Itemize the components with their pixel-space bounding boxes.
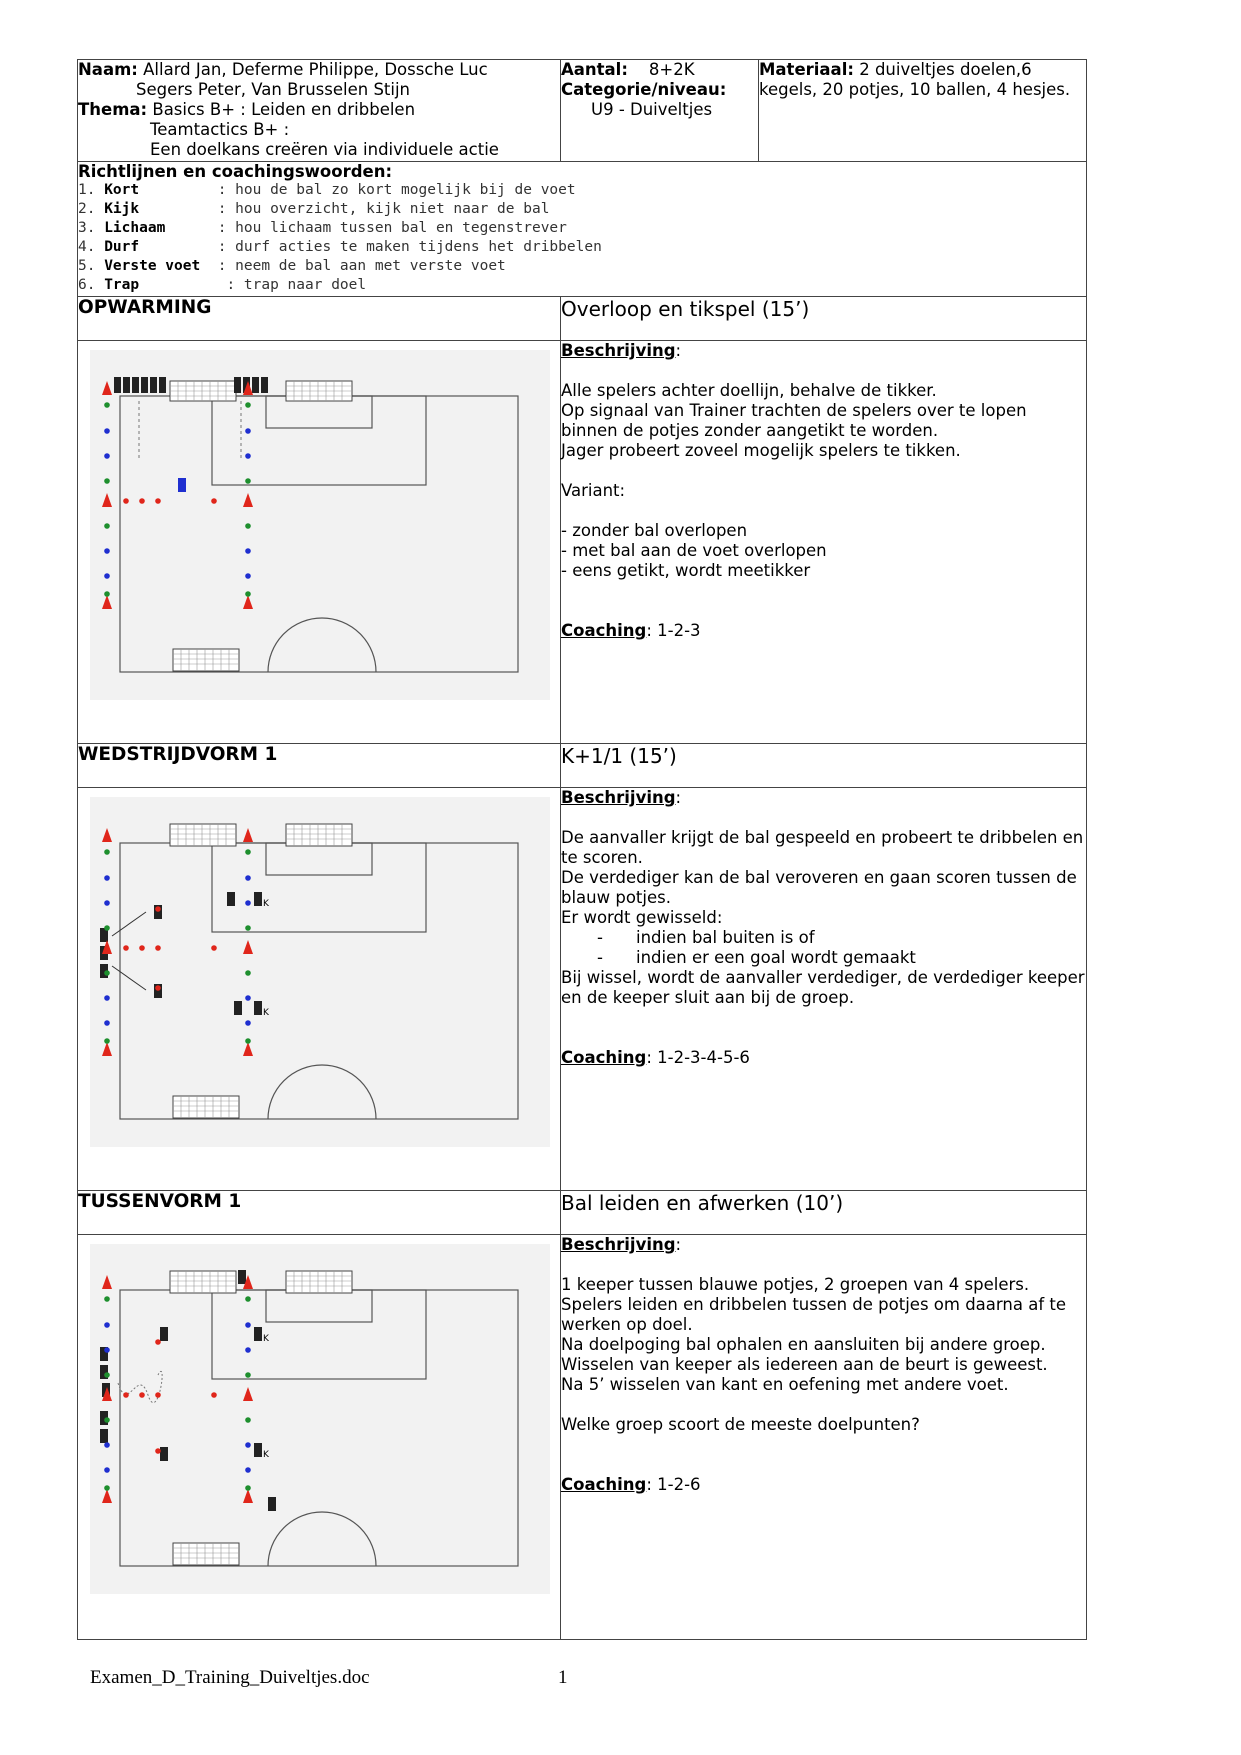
pot-marker <box>104 428 110 434</box>
bullet-item: indien er een goal wordt gemaakt <box>636 948 916 967</box>
guideline-item <box>78 276 1086 295</box>
pot-marker <box>104 1020 110 1026</box>
pot-marker <box>104 1347 110 1353</box>
diagram-cell <box>78 1235 561 1640</box>
pot-marker <box>245 453 251 459</box>
description-cell: Beschrijving: De aanvaller krijgt de bal gespeeld en probeert te dribbelen en te scoren. De verdediger kan de bal veroveren en gaan scoren tussen de blauw potjes. Er wordt gewisseld: - indien bal buiten is of - indien er een goal wordt gemaakt Bij wissel, wordt de aanvaller verdediger, de verdediger keeper en de keeper sluit aan bij de groep. Coaching: 1-2-3-4-5-6 <box>561 788 1087 1191</box>
pot-marker <box>245 1442 251 1448</box>
pot-marker <box>139 945 145 951</box>
pot-marker <box>123 945 129 951</box>
variant-item: - met bal aan de voet overlopen <box>561 541 827 560</box>
pot-marker <box>104 875 110 881</box>
goal-bottom <box>173 1096 239 1118</box>
section-title: WEDSTRIJDVORM 1 <box>78 744 561 788</box>
desc-line: Bij wissel, wordt de aanvaller verdediger, de verdediger keeper en de keeper sluit aan bij de groep. <box>561 968 1085 1007</box>
goal-top-right <box>286 381 352 401</box>
variant-item: - zonder bal overlopen <box>561 521 748 540</box>
diagram-cell <box>78 341 561 744</box>
guidelines-title: Richtlijnen en coachingswoorden: <box>78 162 393 181</box>
pot-marker <box>245 573 251 579</box>
guidelines-row <box>78 162 1087 297</box>
goal-top-left <box>170 824 236 846</box>
pot-marker <box>155 1339 161 1345</box>
field-background <box>90 797 550 1147</box>
thema-line1: Basics B+ : Leiden en dribbelen <box>152 100 416 119</box>
aantal-value: 8+2K <box>648 60 695 79</box>
pot-marker <box>211 945 217 951</box>
desc-line: Na 5’ wisselen van kant en oefening met andere voet. <box>561 1375 1009 1394</box>
pot-marker <box>104 453 110 459</box>
naam-line2: Segers Peter, Van Brusselen Stijn <box>136 80 411 99</box>
desc-line: 1 keeper tussen blauwe potjes, 2 groepen van 4 spelers. <box>561 1275 1030 1294</box>
pot-marker <box>104 573 110 579</box>
pitch-diagram-tussenvorm <box>78 1235 560 1639</box>
guidelines-cell <box>78 162 1087 297</box>
section-wedstrijdvorm-title-row <box>78 744 1087 788</box>
desc-line: Na doelpoging bal ophalen en aansluiten bij andere groep. <box>561 1335 1046 1354</box>
goal-bottom <box>173 649 239 671</box>
guideline-text: : hou lichaam tussen bal en tegenstrever <box>217 220 567 236</box>
guideline-key: Durf <box>104 239 209 255</box>
header-row <box>78 60 1087 162</box>
goal-bottom <box>173 1543 239 1565</box>
field-background <box>90 1244 550 1594</box>
exercise-title: K+1/1 (15’) <box>561 744 1087 788</box>
training-sheet <box>77 59 1086 1640</box>
section-tussenvorm-title-row <box>78 1191 1087 1235</box>
pot-marker <box>104 1372 110 1378</box>
thema-line3: Een doelkans creëren via individuele actie <box>150 140 499 159</box>
pot-marker <box>245 1372 251 1378</box>
pot-marker <box>245 1485 251 1491</box>
coaching-value: 1-2-3 <box>657 621 701 640</box>
beschrijving-label: Beschrijving <box>561 788 676 807</box>
names-theme-cell <box>78 60 561 162</box>
pot-marker <box>104 402 110 408</box>
desc-line: Jager probeert zoveel mogelijk spelers te tikken. <box>561 441 961 460</box>
pot-marker <box>155 1448 161 1454</box>
section-title: TUSSENVORM 1 <box>78 1191 561 1235</box>
coaching-label: Coaching <box>561 1475 647 1494</box>
categorie-label: Categorie/niveau: <box>561 80 727 99</box>
materiaal-label: Materiaal: <box>759 60 854 79</box>
guideline-text: : neem de bal aan met verste voet <box>217 258 506 274</box>
pot-marker <box>104 925 110 931</box>
desc-line: Wisselen van keeper als iedereen aan de beurt is geweest. <box>561 1355 1048 1374</box>
pot-marker <box>104 591 110 597</box>
keeper-mark: K <box>263 1450 269 1460</box>
desc-line: Spelers leiden en dribbelen tussen de potjes om daarna af te werken op doel. <box>561 1295 1066 1334</box>
pot-marker <box>104 1417 110 1423</box>
pot-marker <box>139 1392 145 1398</box>
naam-line1: Allard Jan, Deferme Philippe, Dossche Luc <box>143 60 488 79</box>
pot-marker <box>155 945 161 951</box>
coaching-label: Coaching <box>561 1048 647 1067</box>
guideline-text: : hou de bal zo kort mogelijk bij de voet <box>217 182 576 198</box>
guideline-item <box>78 257 1086 276</box>
pot-marker <box>211 1392 217 1398</box>
guideline-key: Trap <box>104 277 218 293</box>
diagram-cell <box>78 788 561 1191</box>
pot-marker <box>104 1038 110 1044</box>
guideline-key: Kort <box>104 182 209 198</box>
pot-marker <box>245 478 251 484</box>
guideline-text: : durf acties te maken tijdens het dribbelen <box>217 239 602 255</box>
coaching-label: Coaching <box>561 621 647 640</box>
guideline-key: Verste voet <box>104 258 209 274</box>
pot-marker <box>104 523 110 529</box>
guideline-key: Kijk <box>104 201 209 217</box>
section-tussenvorm-body-row <box>78 1235 1087 1640</box>
guideline-number: 1. <box>78 182 96 198</box>
pot-marker <box>155 1392 161 1398</box>
guideline-item <box>78 200 1086 219</box>
guidelines-list <box>78 181 1086 295</box>
pot-marker <box>245 428 251 434</box>
coaching-value: 1-2-3-4-5-6 <box>657 1048 750 1067</box>
guideline-number: 4. <box>78 239 96 255</box>
desc-line: De aanvaller krijgt de bal gespeeld en probeert te dribbelen en te scoren. <box>561 828 1084 867</box>
bullet-mark: - <box>597 928 603 947</box>
pot-marker <box>123 498 129 504</box>
pot-marker <box>245 1322 251 1328</box>
pot-marker <box>104 548 110 554</box>
guideline-number: 6. <box>78 277 96 293</box>
variant-item: - eens getikt, wordt meetikker <box>561 561 811 580</box>
pot-marker <box>245 548 251 554</box>
pot-marker <box>245 1417 251 1423</box>
pot-marker <box>155 498 161 504</box>
pot-marker <box>155 985 161 991</box>
goal-top-left <box>170 1271 236 1293</box>
pot-marker <box>245 995 251 1001</box>
pot-marker <box>104 1322 110 1328</box>
keeper-mark: K <box>263 1008 269 1018</box>
section-wedstrijdvorm-body-row <box>78 788 1087 1191</box>
variant-label: Variant: <box>561 481 626 500</box>
pot-marker <box>245 402 251 408</box>
guideline-text: : trap naar doel <box>226 277 367 293</box>
desc-line: Op signaal van Trainer trachten de spelers over te lopen binnen de potjes zonder aangetikt te worden. <box>561 401 1027 440</box>
pot-marker <box>104 1485 110 1491</box>
materiaal-value: 2 duiveltjes doelen,6 kegels, 20 potjes, 10 ballen, 4 hesjes. <box>759 60 1071 99</box>
section-title: OPWARMING <box>78 297 561 341</box>
desc-line: De verdediger kan de bal veroveren en gaan scoren tussen de blauw potjes. <box>561 868 1077 907</box>
material-cell <box>759 60 1087 162</box>
pot-marker <box>104 995 110 1001</box>
training-table <box>77 59 1087 1640</box>
pot-marker <box>245 591 251 597</box>
pot-marker <box>155 906 161 912</box>
guideline-text: : hou overzicht, kijk niet naar de bal <box>217 201 550 217</box>
pot-marker <box>211 498 217 504</box>
categorie-value: U9 - Duiveltjes <box>591 100 713 119</box>
pitch-diagram-wedstrijdvorm <box>78 788 560 1190</box>
section-opwarming-body-row <box>78 341 1087 744</box>
pot-marker <box>104 970 110 976</box>
pot-marker <box>104 1296 110 1302</box>
guideline-number: 3. <box>78 220 96 236</box>
naam-label: Naam: <box>78 60 138 79</box>
pot-marker <box>245 1038 251 1044</box>
pot-marker <box>245 925 251 931</box>
description-cell: Beschrijving: Alle spelers achter doellijn, behalve de tikker. Op signaal van Trainer trachten de spelers over te lopen binnen de potjes zonder aangetikt te worden. Jager probeert zoveel mogelijk spelers te tikken. Variant: - zonder bal overlopen - met bal aan de voet overlopen - eens getikt, wordt meetikker Coaching: 1-2-3 <box>561 341 1087 744</box>
bullet-mark: - <box>597 948 603 967</box>
guideline-item <box>78 219 1086 238</box>
pot-marker <box>104 478 110 484</box>
description-cell: Beschrijving: 1 keeper tussen blauwe potjes, 2 groepen van 4 spelers. Spelers leiden en dribbelen tussen de potjes om daarna af te werken op doel. Na doelpoging bal ophalen en aansluiten bij andere groep. Wisselen van keeper als iedereen aan de beurt is geweest. Na 5’ wisselen van kant en oefening met andere voet. Welke groep scoort de meeste doelpunten? Coaching: 1-2-6 <box>561 1235 1087 1640</box>
footer-filename: Examen_D_Training_Duiveltjes.doc <box>90 1667 370 1688</box>
desc-line: Alle spelers achter doellijn, behalve de tikker. <box>561 381 937 400</box>
bullet-item: indien bal buiten is of <box>636 928 815 947</box>
keeper-mark: K <box>263 1334 269 1344</box>
coaching-value: 1-2-6 <box>657 1475 701 1494</box>
pot-marker <box>245 523 251 529</box>
pot-marker <box>245 849 251 855</box>
exercise-title: Bal leiden en afwerken (10’) <box>561 1191 1087 1235</box>
pot-marker <box>245 1296 251 1302</box>
beschrijving-label: Beschrijving <box>561 341 676 360</box>
guideline-number: 2. <box>78 201 96 217</box>
pot-marker <box>245 875 251 881</box>
pot-marker <box>245 900 251 906</box>
aantal-label: Aantal: <box>561 60 628 79</box>
field-background <box>90 350 550 700</box>
pot-marker <box>245 970 251 976</box>
guideline-number: 5. <box>78 258 96 274</box>
keeper-mark: K <box>263 899 269 909</box>
pot-marker <box>104 849 110 855</box>
pot-marker <box>104 1442 110 1448</box>
thema-label: Thema: <box>78 100 148 119</box>
pot-marker <box>104 1467 110 1473</box>
section-opwarming-title-row <box>78 297 1087 341</box>
pot-marker <box>245 1347 251 1353</box>
pot-marker <box>104 900 110 906</box>
guideline-item <box>78 238 1086 257</box>
goal-top-left <box>170 381 236 401</box>
pot-marker <box>123 1392 129 1398</box>
exercise-title: Overloop en tikspel (15’) <box>561 297 1087 341</box>
page-number: 1 <box>558 1667 568 1688</box>
goal-top-right <box>286 824 352 846</box>
pot-marker <box>245 1467 251 1473</box>
question-line: Welke groep scoort de meeste doelpunten? <box>561 1415 920 1434</box>
pot-marker <box>139 498 145 504</box>
pitch-diagram-opwarming <box>78 341 560 743</box>
tikker-player <box>178 478 186 492</box>
count-category-cell <box>561 60 759 162</box>
guideline-key: Lichaam <box>104 220 209 236</box>
desc-line: Er wordt gewisseld: <box>561 908 723 927</box>
pot-marker <box>245 1020 251 1026</box>
goal-top-right <box>286 1271 352 1293</box>
guideline-item <box>78 181 1086 200</box>
thema-line2: Teamtactics B+ : <box>150 120 290 139</box>
beschrijving-label: Beschrijving <box>561 1235 676 1254</box>
